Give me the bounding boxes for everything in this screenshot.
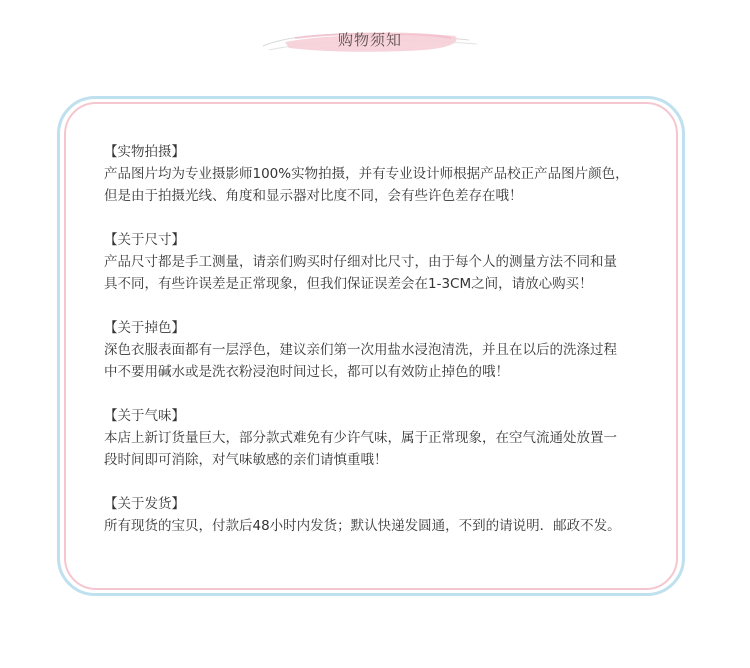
section-size [104, 229, 644, 295]
section-text-line: 产品尺寸都是手工测量，请亲们购买时仔细对比尺寸，由于每个人的测量方法不同和量 [104, 254, 617, 270]
section-text-line: 产品图片均为专业摄影师100%实物拍摄，并有专业设计师根据产品校正产品图片颜色， [104, 166, 629, 182]
section-heading: 【关于尺寸】 [104, 232, 185, 248]
section-fading [104, 317, 644, 383]
section-heading: 【关于发货】 [104, 496, 185, 512]
section-text-line: 具不同，有些许误差是正常现象，但我们保证误差会在1-3CM之间，请放心购买！ [104, 276, 593, 292]
section-text-line: 段时间即可消除，对气味敏感的亲们请慎重哦！ [104, 452, 388, 468]
section-heading: 【关于掉色】 [104, 320, 185, 336]
section-heading: 【关于气味】 [104, 408, 185, 424]
section-shipping [104, 493, 644, 537]
notice-content [104, 141, 644, 559]
section-text-line: 本店上新订货量巨大，部分款式难免有少许气味，属于正常现象，在空气流通处放置一 [104, 430, 617, 446]
section-text-line: 所有现货的宝贝，付款后48小时内发货；默认快递发圆通，不到的请说明．邮政不发。 [104, 518, 621, 534]
page-title: 购物须知 [337, 31, 402, 49]
section-photography [104, 141, 644, 207]
section-text-line: 深色衣服表面都有一层浮色，建议亲们第一次用盐水浸泡清洗，并且在以后的洗涤过程 [104, 342, 617, 358]
section-heading: 【实物拍摄】 [104, 144, 185, 160]
page-header [255, 20, 465, 60]
section-text-line: 但是由于拍摄光线、角度和显示器对比度不同，会有些许色差存在哦！ [104, 188, 523, 204]
section-text-line: 中不要用碱水或是洗衣粉浸泡时间过长，都可以有效防止掉色的哦！ [104, 364, 509, 380]
section-odor [104, 405, 644, 471]
